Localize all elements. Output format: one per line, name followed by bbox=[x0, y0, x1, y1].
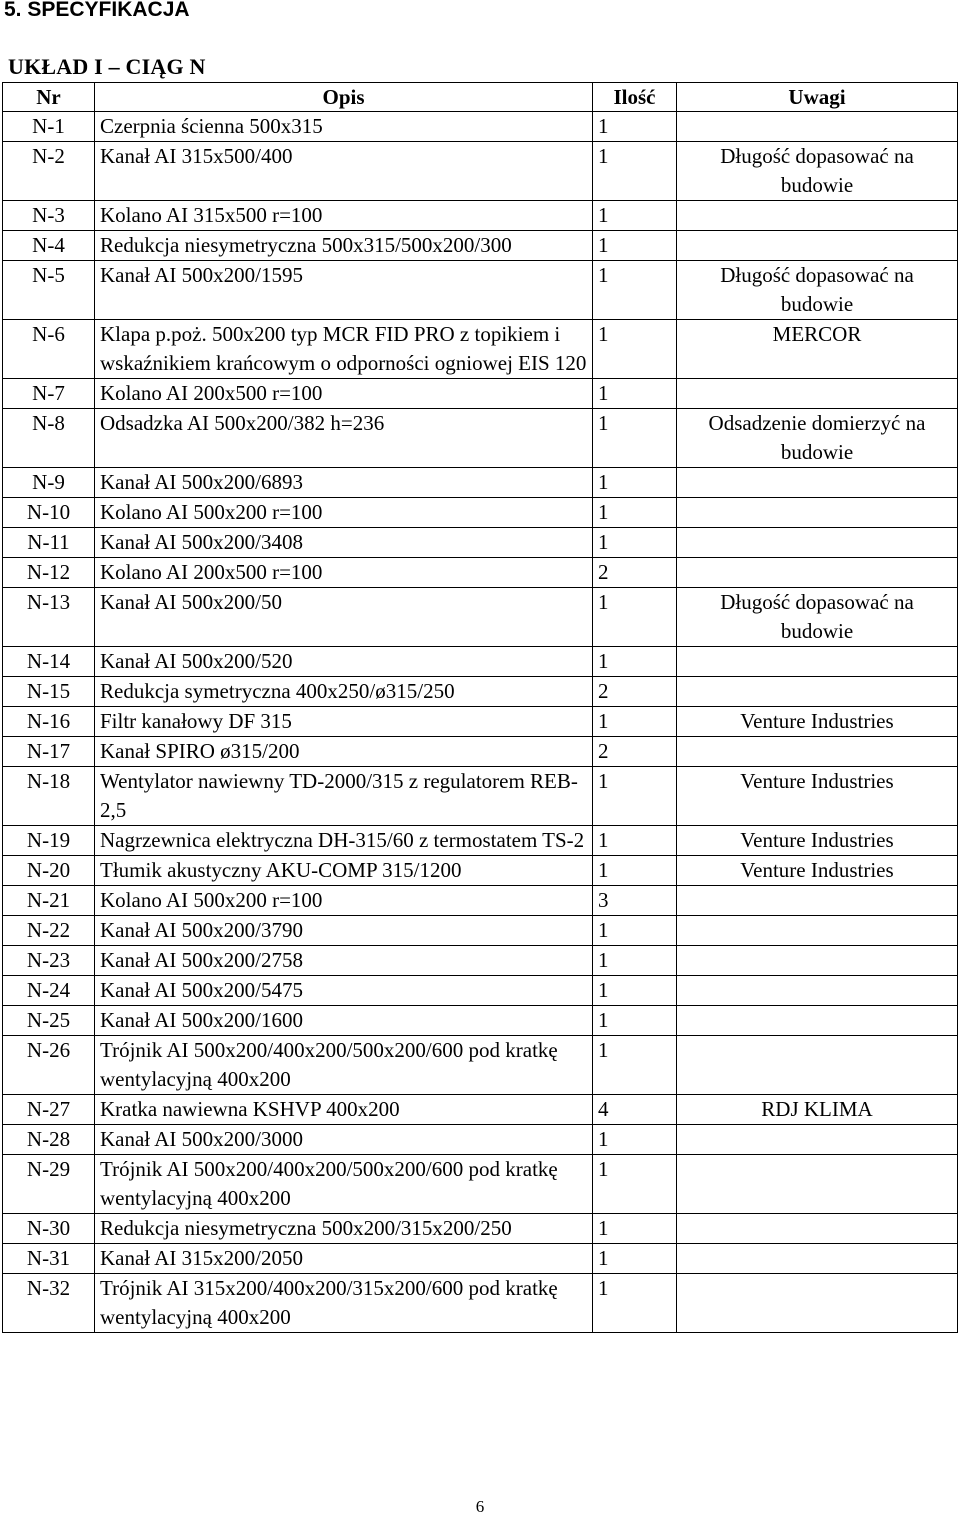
cell-nr: N-13 bbox=[3, 588, 95, 647]
cell-ilosc: 3 bbox=[593, 886, 677, 916]
cell-ilosc: 1 bbox=[593, 498, 677, 528]
table-header-row bbox=[3, 83, 958, 112]
cell-opis: Trójnik AI 315x200/400x200/315x200/600 pod kratkę wentylacyjną 400x200 bbox=[95, 1274, 593, 1333]
cell-uwagi bbox=[677, 1274, 958, 1333]
cell-opis: Trójnik AI 500x200/400x200/500x200/600 pod kratkę wentylacyjną 400x200 bbox=[95, 1155, 593, 1214]
cell-nr: N-20 bbox=[3, 856, 95, 886]
cell-uwagi: Venture Industries bbox=[677, 767, 958, 826]
cell-nr: N-24 bbox=[3, 976, 95, 1006]
cell-uwagi bbox=[677, 112, 958, 142]
cell-uwagi: Długość dopasować na budowie bbox=[677, 588, 958, 647]
cell-ilosc: 1 bbox=[593, 409, 677, 468]
cell-nr: N-21 bbox=[3, 886, 95, 916]
table-row bbox=[3, 379, 958, 409]
cell-ilosc: 1 bbox=[593, 379, 677, 409]
cell-uwagi bbox=[677, 976, 958, 1006]
cell-ilosc: 1 bbox=[593, 528, 677, 558]
cell-nr: N-27 bbox=[3, 1095, 95, 1125]
table-row bbox=[3, 1006, 958, 1036]
cell-uwagi bbox=[677, 1125, 958, 1155]
cell-uwagi: Długość dopasować na budowie bbox=[677, 142, 958, 201]
cell-uwagi bbox=[677, 916, 958, 946]
cell-nr: N-3 bbox=[3, 201, 95, 231]
table-row bbox=[3, 1244, 958, 1274]
cell-uwagi bbox=[677, 737, 958, 767]
cell-opis: Kolano AI 200x500 r=100 bbox=[95, 558, 593, 588]
table-row bbox=[3, 320, 958, 379]
cell-nr: N-17 bbox=[3, 737, 95, 767]
cell-ilosc: 2 bbox=[593, 677, 677, 707]
table-row bbox=[3, 1125, 958, 1155]
cell-opis: Kanał AI 315x200/2050 bbox=[95, 1244, 593, 1274]
cell-opis: Trójnik AI 500x200/400x200/500x200/600 pod kratkę wentylacyjną 400x200 bbox=[95, 1036, 593, 1095]
table-row bbox=[3, 826, 958, 856]
cell-uwagi: Długość dopasować na budowie bbox=[677, 261, 958, 320]
table-row bbox=[3, 231, 958, 261]
table-row bbox=[3, 916, 958, 946]
cell-ilosc: 1 bbox=[593, 856, 677, 886]
header-uwagi: Uwagi bbox=[677, 83, 958, 112]
table-row bbox=[3, 707, 958, 737]
table-row bbox=[3, 737, 958, 767]
header-nr: Nr bbox=[3, 83, 95, 112]
cell-opis: Tłumik akustyczny AKU-COMP 315/1200 bbox=[95, 856, 593, 886]
cell-uwagi bbox=[677, 468, 958, 498]
table-row bbox=[3, 528, 958, 558]
cell-opis: Kolano AI 315x500 r=100 bbox=[95, 201, 593, 231]
header-opis: Opis bbox=[95, 83, 593, 112]
cell-uwagi: MERCOR bbox=[677, 320, 958, 379]
cell-nr: N-6 bbox=[3, 320, 95, 379]
cell-ilosc: 1 bbox=[593, 1125, 677, 1155]
cell-ilosc: 1 bbox=[593, 826, 677, 856]
cell-nr: N-22 bbox=[3, 916, 95, 946]
table-row bbox=[3, 1036, 958, 1095]
cell-uwagi bbox=[677, 558, 958, 588]
table-row bbox=[3, 1155, 958, 1214]
cell-opis: Kanał AI 500x200/1600 bbox=[95, 1006, 593, 1036]
cell-nr: N-18 bbox=[3, 767, 95, 826]
cell-ilosc: 1 bbox=[593, 976, 677, 1006]
cell-opis: Kolano AI 500x200 r=100 bbox=[95, 498, 593, 528]
cell-opis: Kanał AI 500x200/50 bbox=[95, 588, 593, 647]
cell-ilosc: 1 bbox=[593, 647, 677, 677]
cell-nr: N-11 bbox=[3, 528, 95, 558]
cell-uwagi: RDJ KLIMA bbox=[677, 1095, 958, 1125]
page-number: 6 bbox=[475, 1497, 485, 1516]
cell-opis: Nagrzewnica elektryczna DH-315/60 z termostatem TS-2 bbox=[95, 826, 593, 856]
cell-nr: N-23 bbox=[3, 946, 95, 976]
cell-ilosc: 1 bbox=[593, 320, 677, 379]
table-row bbox=[3, 767, 958, 826]
cell-nr: N-15 bbox=[3, 677, 95, 707]
table-row bbox=[3, 468, 958, 498]
table-row bbox=[3, 588, 958, 647]
cell-ilosc: 1 bbox=[593, 1155, 677, 1214]
table-row bbox=[3, 498, 958, 528]
cell-ilosc: 1 bbox=[593, 468, 677, 498]
cell-opis: Kanał AI 500x200/3408 bbox=[95, 528, 593, 558]
cell-opis: Kanał AI 315x500/400 bbox=[95, 142, 593, 201]
cell-opis: Kanał AI 500x200/1595 bbox=[95, 261, 593, 320]
table-row bbox=[3, 946, 958, 976]
cell-ilosc: 1 bbox=[593, 1274, 677, 1333]
cell-opis: Redukcja symetryczna 400x250/ø315/250 bbox=[95, 677, 593, 707]
cell-nr: N-2 bbox=[3, 142, 95, 201]
cell-opis: Kanał AI 500x200/3790 bbox=[95, 916, 593, 946]
cell-uwagi bbox=[677, 677, 958, 707]
cell-uwagi: Venture Industries bbox=[677, 707, 958, 737]
table-row bbox=[3, 112, 958, 142]
cell-uwagi bbox=[677, 1214, 958, 1244]
cell-uwagi bbox=[677, 1244, 958, 1274]
cell-opis: Kanał SPIRO ø315/200 bbox=[95, 737, 593, 767]
cell-opis: Kanał AI 500x200/2758 bbox=[95, 946, 593, 976]
cell-ilosc: 1 bbox=[593, 1214, 677, 1244]
cell-ilosc: 4 bbox=[593, 1095, 677, 1125]
cell-ilosc: 1 bbox=[593, 1036, 677, 1095]
cell-ilosc: 2 bbox=[593, 558, 677, 588]
cell-nr: N-12 bbox=[3, 558, 95, 588]
cell-ilosc: 1 bbox=[593, 142, 677, 201]
table-row bbox=[3, 976, 958, 1006]
cell-nr: N-4 bbox=[3, 231, 95, 261]
cell-nr: N-8 bbox=[3, 409, 95, 468]
table-row bbox=[3, 647, 958, 677]
cell-nr: N-25 bbox=[3, 1006, 95, 1036]
cell-nr: N-14 bbox=[3, 647, 95, 677]
cell-nr: N-28 bbox=[3, 1125, 95, 1155]
cell-opis: Czerpnia ścienna 500x315 bbox=[95, 112, 593, 142]
cell-uwagi bbox=[677, 1155, 958, 1214]
cell-ilosc: 1 bbox=[593, 767, 677, 826]
cell-ilosc: 1 bbox=[593, 1006, 677, 1036]
cell-uwagi bbox=[677, 498, 958, 528]
cell-uwagi bbox=[677, 528, 958, 558]
table-row bbox=[3, 201, 958, 231]
cell-nr: N-16 bbox=[3, 707, 95, 737]
cell-uwagi bbox=[677, 647, 958, 677]
table-row bbox=[3, 856, 958, 886]
cell-uwagi bbox=[677, 1036, 958, 1095]
cell-ilosc: 1 bbox=[593, 707, 677, 737]
table-row bbox=[3, 261, 958, 320]
table-row bbox=[3, 142, 958, 201]
header-ilosc: Ilość bbox=[593, 83, 677, 112]
specification-table bbox=[2, 82, 958, 1333]
cell-opis: Redukcja niesymetryczna 500x200/315x200/250 bbox=[95, 1214, 593, 1244]
cell-opis: Kolano AI 500x200 r=100 bbox=[95, 886, 593, 916]
cell-uwagi bbox=[677, 1006, 958, 1036]
cell-ilosc: 2 bbox=[593, 737, 677, 767]
subtitle: UKŁAD I – CIĄG N bbox=[8, 54, 206, 79]
cell-ilosc: 1 bbox=[593, 261, 677, 320]
cell-ilosc: 1 bbox=[593, 201, 677, 231]
cell-opis: Redukcja niesymetryczna 500x315/500x200/300 bbox=[95, 231, 593, 261]
cell-opis: Kanał AI 500x200/3000 bbox=[95, 1125, 593, 1155]
table-row bbox=[3, 558, 958, 588]
cell-ilosc: 1 bbox=[593, 946, 677, 976]
cell-uwagi bbox=[677, 886, 958, 916]
table-row bbox=[3, 1095, 958, 1125]
cell-ilosc: 1 bbox=[593, 231, 677, 261]
cell-opis: Wentylator nawiewny TD-2000/315 z regulatorem REB-2,5 bbox=[95, 767, 593, 826]
cell-ilosc: 1 bbox=[593, 588, 677, 647]
cell-opis: Kanał AI 500x200/520 bbox=[95, 647, 593, 677]
cell-nr: N-9 bbox=[3, 468, 95, 498]
cell-ilosc: 1 bbox=[593, 916, 677, 946]
cell-uwagi bbox=[677, 946, 958, 976]
cell-nr: N-30 bbox=[3, 1214, 95, 1244]
cell-nr: N-7 bbox=[3, 379, 95, 409]
cell-uwagi: Venture Industries bbox=[677, 826, 958, 856]
cell-nr: N-26 bbox=[3, 1036, 95, 1095]
cell-opis: Kolano AI 200x500 r=100 bbox=[95, 379, 593, 409]
cell-opis: Filtr kanałowy DF 315 bbox=[95, 707, 593, 737]
cell-nr: N-32 bbox=[3, 1274, 95, 1333]
section-title: 5. SPECYFIKACJA bbox=[4, 0, 190, 21]
cell-opis: Odsadzka AI 500x200/382 h=236 bbox=[95, 409, 593, 468]
cell-nr: N-31 bbox=[3, 1244, 95, 1274]
table-row bbox=[3, 1214, 958, 1244]
cell-nr: N-10 bbox=[3, 498, 95, 528]
cell-nr: N-29 bbox=[3, 1155, 95, 1214]
cell-uwagi: Odsadzenie domierzyć na budowie bbox=[677, 409, 958, 468]
cell-ilosc: 1 bbox=[593, 112, 677, 142]
cell-opis: Klapa p.poż. 500x200 typ MCR FID PRO z topikiem i wskaźnikiem krańcowym o odporności ogniowej EIS 120 bbox=[95, 320, 593, 379]
cell-nr: N-5 bbox=[3, 261, 95, 320]
cell-uwagi: Venture Industries bbox=[677, 856, 958, 886]
cell-uwagi bbox=[677, 231, 958, 261]
cell-uwagi bbox=[677, 201, 958, 231]
cell-nr: N-1 bbox=[3, 112, 95, 142]
cell-opis: Kanał AI 500x200/6893 bbox=[95, 468, 593, 498]
cell-nr: N-19 bbox=[3, 826, 95, 856]
table-body bbox=[3, 112, 958, 1333]
table-row bbox=[3, 886, 958, 916]
cell-ilosc: 1 bbox=[593, 1244, 677, 1274]
cell-opis: Kratka nawiewna KSHVP 400x200 bbox=[95, 1095, 593, 1125]
table-row bbox=[3, 677, 958, 707]
table-row bbox=[3, 409, 958, 468]
cell-opis: Kanał AI 500x200/5475 bbox=[95, 976, 593, 1006]
table-row bbox=[3, 1274, 958, 1333]
cell-uwagi bbox=[677, 379, 958, 409]
